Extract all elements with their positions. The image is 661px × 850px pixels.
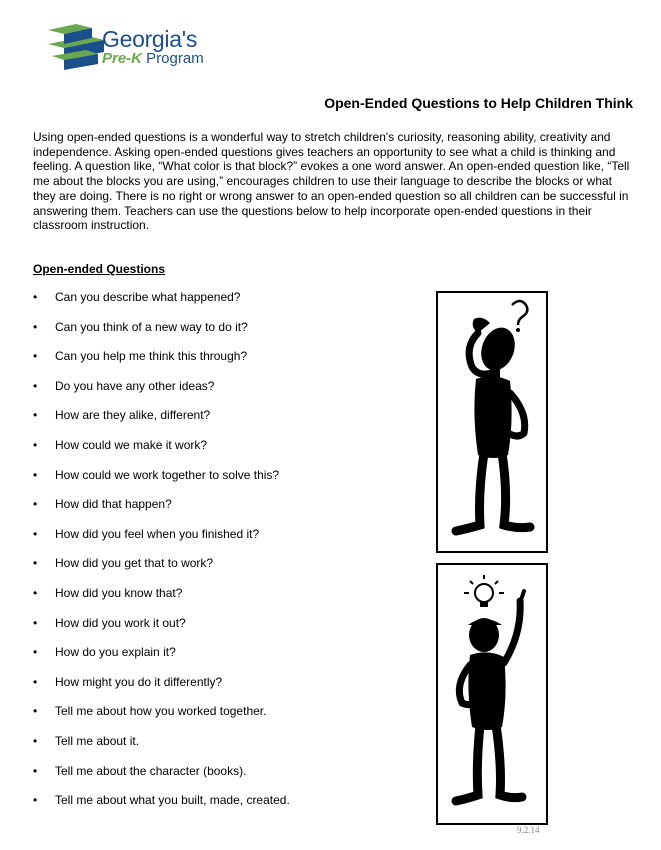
list-item bbox=[33, 497, 290, 527]
question-text: How did you work it out? bbox=[55, 615, 186, 630]
list-item bbox=[33, 320, 290, 350]
question-text: How are they alike, different? bbox=[55, 408, 211, 423]
bullet-icon: • bbox=[33, 704, 38, 719]
thinking-figure bbox=[436, 291, 548, 553]
bullet-icon: • bbox=[33, 526, 38, 541]
list-item bbox=[33, 379, 290, 409]
question-text: How do you explain it? bbox=[55, 645, 176, 660]
question-text: Can you help me think this through? bbox=[55, 349, 248, 364]
bullet-icon: • bbox=[33, 763, 38, 778]
bullet-icon: • bbox=[33, 319, 38, 334]
list-item bbox=[33, 645, 290, 675]
list-item bbox=[33, 616, 290, 646]
question-text: Do you have any other ideas? bbox=[55, 378, 215, 393]
logo-program: Program bbox=[142, 50, 204, 67]
question-text: Tell me about the character (books). bbox=[55, 763, 247, 778]
list-item bbox=[33, 704, 290, 734]
list-item bbox=[33, 734, 290, 764]
list-item bbox=[33, 764, 290, 794]
question-text: How could we work together to solve this? bbox=[55, 467, 280, 482]
bullet-icon: • bbox=[33, 349, 38, 364]
bullet-icon: • bbox=[33, 408, 38, 423]
list-item bbox=[33, 527, 290, 557]
bullet-icon: • bbox=[33, 615, 38, 630]
question-text: How might you do it differently? bbox=[55, 674, 223, 689]
list-item bbox=[33, 586, 290, 616]
thinking-person-icon bbox=[438, 293, 546, 551]
list-item bbox=[33, 675, 290, 705]
bullet-icon: • bbox=[33, 290, 38, 304]
logo-line1: Georgia's bbox=[102, 26, 198, 52]
idea-figure bbox=[436, 563, 548, 825]
question-text: How did you feel when you finished it? bbox=[55, 526, 260, 541]
bullet-icon: • bbox=[33, 556, 38, 571]
question-text: Can you describe what happened? bbox=[55, 290, 241, 304]
list-item bbox=[33, 349, 290, 379]
intro-paragraph: Using open-ended questions is a wonderful way to stretch children's curiosity, reasoning ability, creativity and independence. Asking open-ended questions gives teachers an opportunity to see what a child is thinking and feeling. A question like, “What color is that block?” evokes a one word answer. An open-ended question like, “Tell me about the blocks you are using,” encourages children to use their language to describe the blocks or what they are doing. There is no right or wrong answer to an open-ended question so all children can be successful in answering them. Teachers can use the questions below to help incorporate open-ended questions in their classroom instruction. bbox=[33, 130, 630, 233]
list-item bbox=[33, 290, 290, 320]
question-text: Tell me about what you built, made, created. bbox=[55, 793, 290, 808]
question-text: How could we make it work? bbox=[55, 437, 208, 452]
question-list bbox=[33, 290, 290, 823]
question-text: How did that happen? bbox=[55, 497, 172, 512]
idea-person-lightbulb-icon bbox=[438, 565, 546, 823]
bullet-icon: • bbox=[33, 793, 38, 808]
list-item bbox=[33, 438, 290, 468]
logo-prek: Pre-K bbox=[102, 50, 143, 67]
bullet-icon: • bbox=[33, 497, 38, 512]
question-text: How did you get that to work? bbox=[55, 556, 214, 571]
section-heading: Open-ended Questions bbox=[33, 262, 166, 276]
question-text: Tell me about it. bbox=[55, 733, 140, 748]
bullet-icon: • bbox=[33, 437, 38, 452]
bullet-icon: • bbox=[33, 733, 38, 748]
bullet-icon: • bbox=[33, 378, 38, 393]
list-item bbox=[33, 408, 290, 438]
logo-line2 bbox=[102, 50, 204, 67]
list-item bbox=[33, 793, 290, 823]
list-item bbox=[33, 468, 290, 498]
page-title: Open-Ended Questions to Help Children Think bbox=[324, 95, 633, 111]
question-text: Tell me about how you worked together. bbox=[55, 704, 267, 719]
list-item bbox=[33, 556, 290, 586]
document-date: 9.2.14 bbox=[517, 825, 540, 835]
question-text: Can you think of a new way to do it? bbox=[55, 319, 248, 334]
bullet-icon: • bbox=[33, 585, 38, 600]
bullet-icon: • bbox=[33, 674, 38, 689]
bullet-icon: • bbox=[33, 467, 38, 482]
bullet-icon: • bbox=[33, 645, 38, 660]
question-text: How did you know that? bbox=[55, 585, 183, 600]
